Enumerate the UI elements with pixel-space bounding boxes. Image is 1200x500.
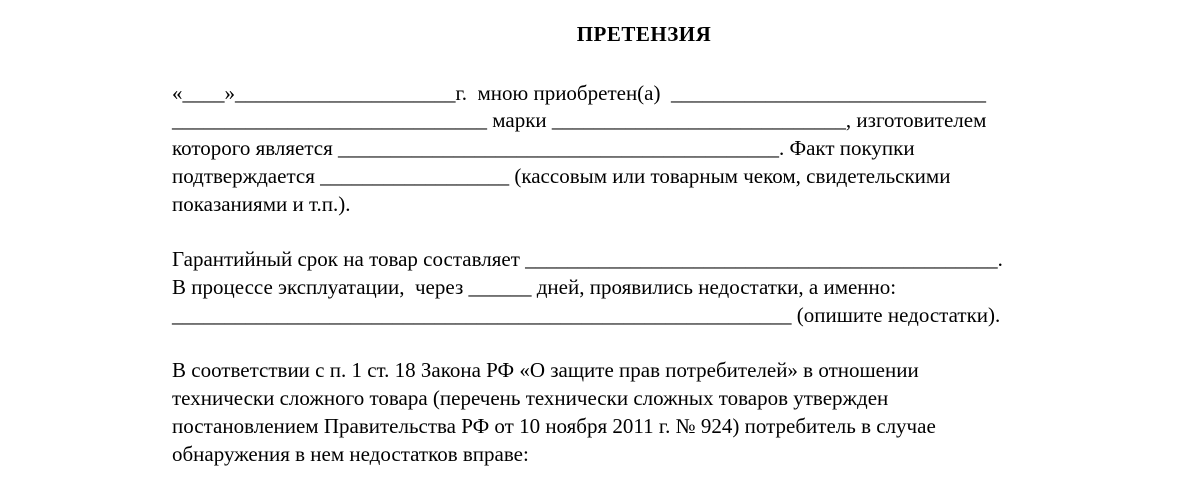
text-line-manufacturer: которого является __________________________________________. Факт покупки xyxy=(172,136,915,160)
text-line-defects-describe: ___________________________________________________________ (опишите недостатки). xyxy=(172,303,1001,327)
text-line-purchase-date: «____»_____________________г. мною приобретен(а) ______________________________ xyxy=(172,81,986,105)
text-line-defects-days: В процессе эксплуатации, через ______ дней, проявились недостатки, а именно: xyxy=(172,275,897,299)
document-title: ПРЕТЕНЗИЯ xyxy=(576,22,712,46)
text-line-law-4: обнаружения в нем недостатков вправе: xyxy=(172,442,529,466)
text-line-proof-cont: показаниями и т.п.). xyxy=(172,192,351,216)
text-line-law-2: технически сложного товара (перечень технически сложных товаров утвержден xyxy=(172,386,889,410)
text-line-proof: подтверждается __________________ (кассовым или товарным чеком, свидетельскими xyxy=(172,164,951,188)
text-line-law-1: В соответствии с п. 1 ст. 18 Закона РФ «О защите прав потребителей» в отношении xyxy=(172,358,919,382)
text-line-brand: ______________________________ марки ____________________________, изготовителем xyxy=(172,108,987,132)
text-line-law-3: постановлением Правительства РФ от 10 ноября 2011 г. № 924) потребитель в случае xyxy=(172,414,936,438)
text-line-warranty: Гарантийный срок на товар составляет _____________________________________________. xyxy=(172,247,1003,271)
